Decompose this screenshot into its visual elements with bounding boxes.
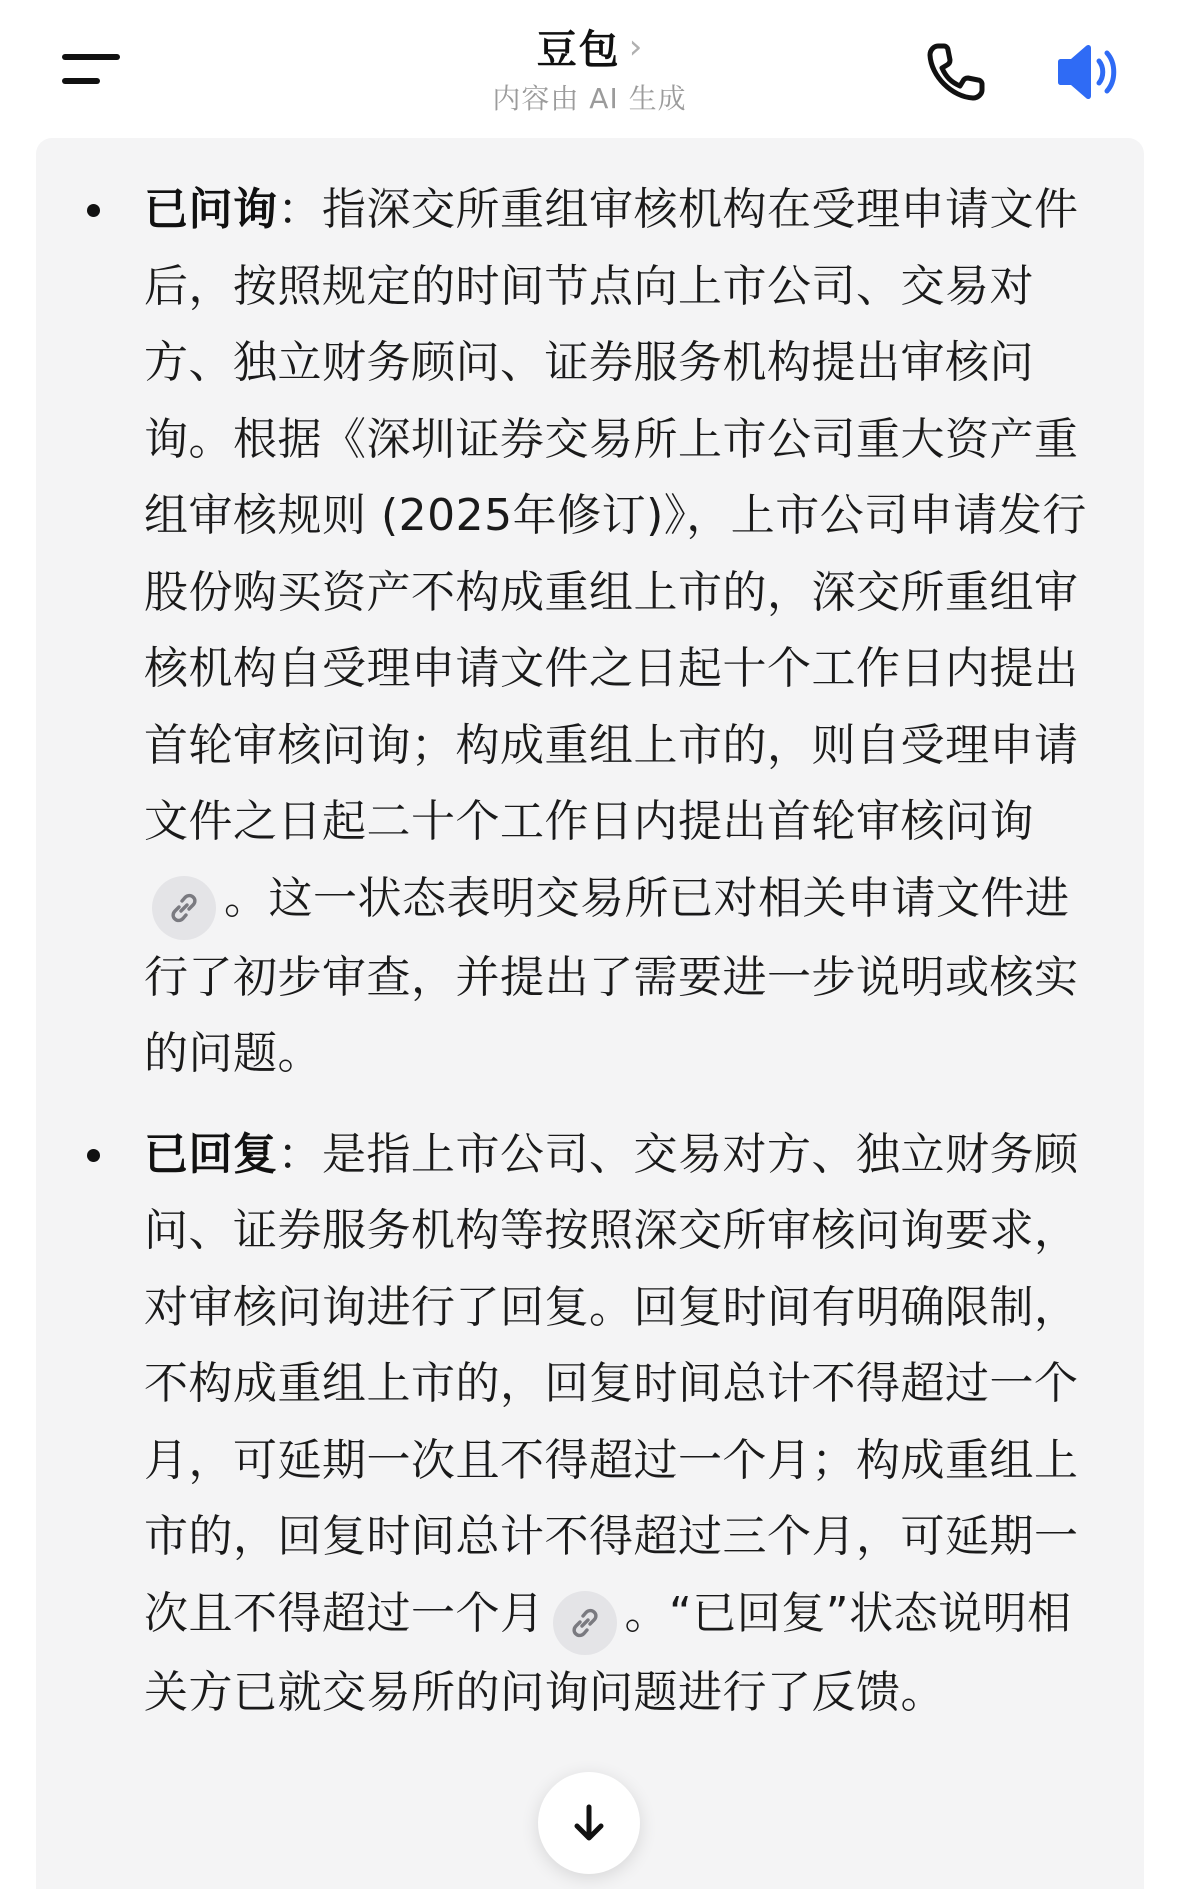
item-text: 是指上市公司、交易对方、独立财务顾问、证券服务机构等按照深交所审核问询要求，对审核问询进行了回复。回复时间有明确限制，不构成重组上市的，回复时间总计不得超过一个月，可延期一次且不得超过一个月；构成重组上市的，回复时间总计不得超过三个月，可延期一次且不得超过一个月 [144, 1128, 1079, 1639]
link-icon [568, 1606, 602, 1640]
item-text: 指深交所重组审核机构在受理申请文件后，按照规定的时间节点向上市公司、交易对方、独立财务顾问、证券服务机构提出审核问询。根据《深圳证券交易所上市公司重大资产重组审核规则 (2025年修订)》，上市公司申请发行股份购买资产不构成重组上市的，深交所重组审核机构自受理申请文件之日起十个工作日内提出首轮审核问询；构成重组上市的，则自受理申请文件之日起二十个工作日内提出首轮审核问询 [144, 184, 1087, 847]
phone-icon [924, 40, 988, 104]
term-separator: ： [277, 1128, 322, 1180]
bot-title: 豆包 [536, 27, 621, 73]
term-label: 已回复 [144, 1128, 278, 1180]
link-icon [167, 891, 201, 925]
term-label: 已问询 [144, 184, 278, 235]
item-text-end: 。这一状态表明交易所已对相关申请文件进行了初步审查，并提出了需要进一步说明或核实的问题。 [144, 872, 1079, 1079]
item-text-end: 。“已回复”状态说明相关方已就交易所的问询问题进行了反馈。 [144, 1587, 1072, 1718]
list-item [144, 172, 1104, 1093]
source-link-button[interactable] [152, 876, 216, 940]
speaker-icon [1054, 40, 1124, 104]
scroll-to-bottom-button[interactable] [538, 1772, 640, 1874]
read-aloud-button[interactable] [1054, 40, 1124, 104]
status-list [36, 138, 1144, 1731]
title-area [0, 18, 1179, 117]
arrow-down-icon [565, 1799, 613, 1847]
source-link-button[interactable] [553, 1591, 617, 1655]
bot-title-button[interactable] [537, 18, 643, 75]
ai-generated-notice: 内容由 AI 生成 [492, 82, 687, 115]
list-item [144, 1117, 1104, 1732]
message-bubble [36, 138, 1144, 1889]
chevron-right-icon: › [628, 26, 643, 67]
term-separator: ： [277, 184, 322, 235]
top-bar [0, 0, 1179, 138]
bullet-dot [87, 1149, 100, 1162]
call-button[interactable] [924, 40, 988, 104]
bullet-dot [87, 204, 100, 217]
